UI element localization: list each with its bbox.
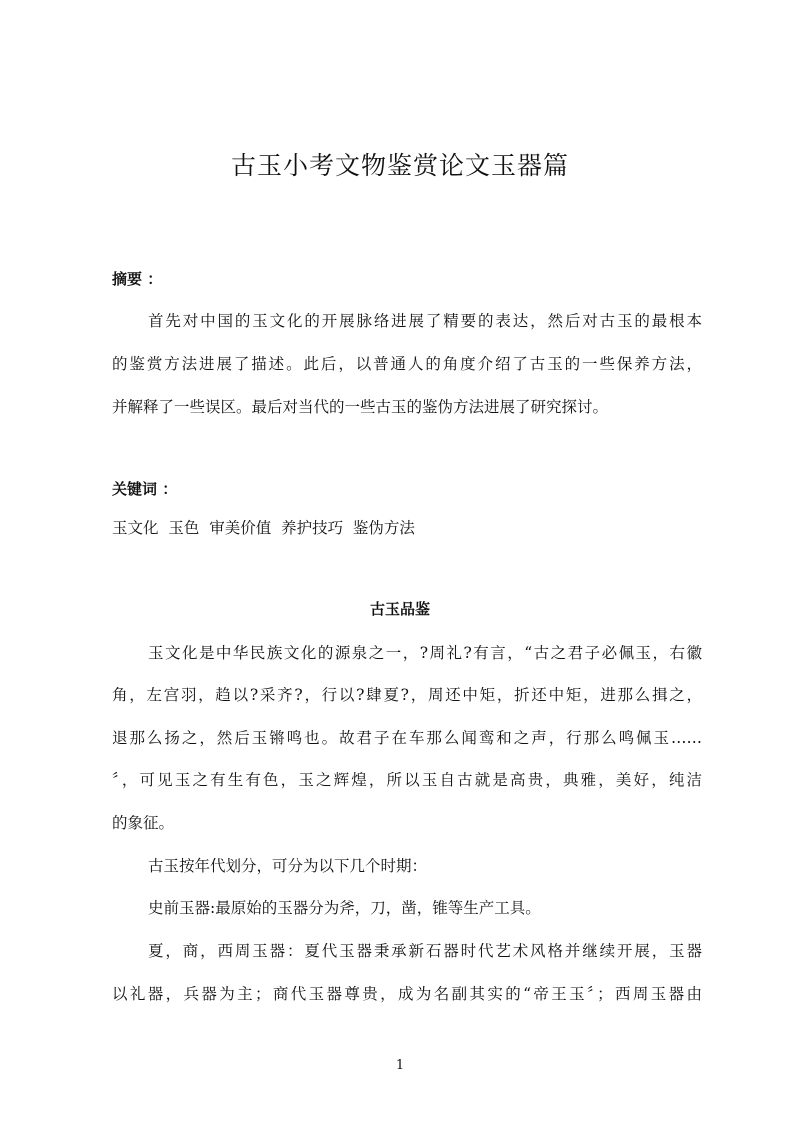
keywords-label: 关键词 ：: [112, 480, 178, 498]
body-line-8: 夏，商，西周玉器：夏代玉器秉承新石器时代艺术风格并继续开展，玉器: [148, 942, 702, 960]
body-line-1: 玉文化是中华民族文化的源泉之一，?周礼?有言，“古之君子必佩玉，右徽: [148, 644, 702, 662]
body-line-5: 的象征。: [112, 814, 175, 832]
body-line-2: 角，左宫羽，趋以?采齐?，行以?肆夏?，周还中矩，折还中矩，进那么揖之，: [112, 686, 702, 704]
abstract-line-1: 首先对中国的玉文化的开展脉络进展了精要的表达，然后对古玉的最根本: [148, 312, 702, 330]
abstract-line-2: 的鉴赏方法进展了描述。此后，以普通人的角度介绍了古玉的一些保养方法，: [112, 355, 702, 373]
document-title: 古玉小考文物鉴赏论文玉器篇: [230, 151, 569, 180]
abstract-line-3: 并解释了一些误区。最后对当代的一些古玉的鉴伪方法进展了研究探讨。: [112, 398, 609, 416]
section-heading: 古玉品鉴: [369, 600, 430, 618]
body-line-6: 古玉按年代划分，可分为以下几个时期：: [148, 857, 428, 875]
body-line-7: 史前玉器:最原始的玉器分为斧，刀，凿，锥等生产工具。: [148, 899, 541, 917]
keywords-text: 玉文化 玉色 审美价值 养护技巧 鉴伪方法: [112, 519, 415, 537]
abstract-label: 摘要 ：: [112, 270, 163, 288]
page-number: 1: [395, 1058, 405, 1073]
body-line-3: 退那么扬之，然后玉锵鸣也。故君子在车那么闻鸾和之声，行那么鸣佩玉……: [112, 729, 702, 747]
body-line-4: 〞，可见玉之有生有色，玉之辉煌，所以玉自古就是高贵，典雅，美好，纯洁: [112, 771, 702, 789]
body-line-9: 以礼器，兵器为主；商代玉器尊贵，成为名副其实的“帝王玉〞；西周玉器由: [112, 985, 702, 1003]
